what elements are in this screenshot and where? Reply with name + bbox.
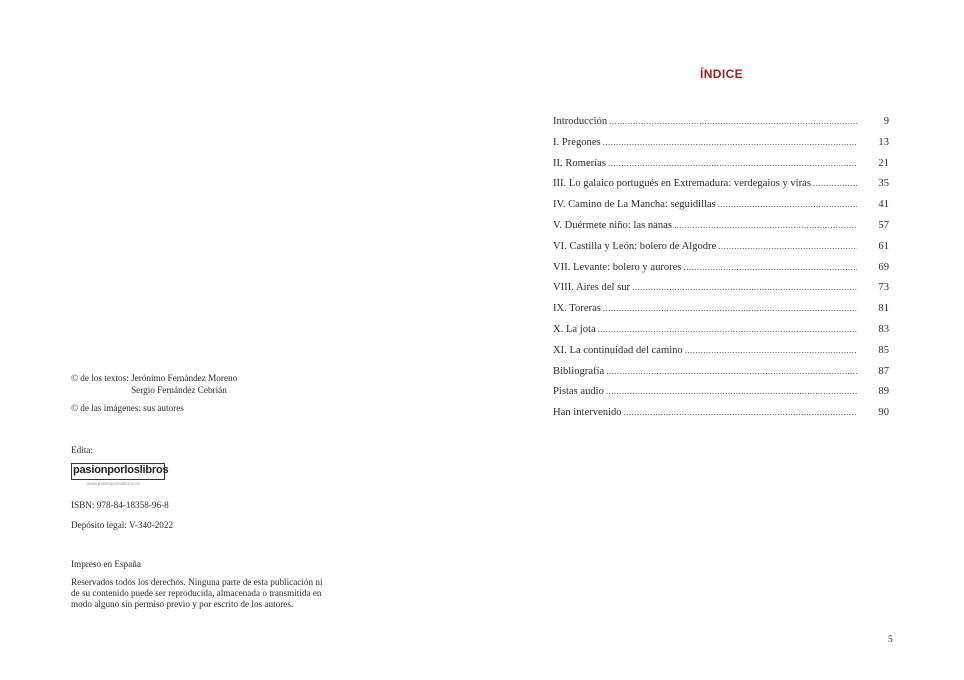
toc-entry-label: VIII. Aires del sur <box>553 282 631 294</box>
toc-leader-dots <box>606 366 857 376</box>
toc-entry <box>553 178 889 199</box>
rights-line: de su contenido puede ser reproducida, almacenada o transmitida en <box>71 588 322 598</box>
toc-entry-page: 13 <box>878 136 889 148</box>
toc-entry-label: XI. La continuidad del camino <box>553 344 683 356</box>
copyright-block <box>71 373 237 415</box>
toc-leader-dots <box>685 345 857 355</box>
toc-leader-dots <box>632 282 857 292</box>
toc-entry-page: 21 <box>878 157 889 169</box>
toc-entry <box>553 158 889 179</box>
toc-leader-dots <box>609 116 857 126</box>
toc-leader-dots <box>674 220 857 230</box>
logo-url: www.pasionporloslibros.es <box>87 481 141 486</box>
toc-entry <box>553 345 889 366</box>
toc-entry <box>553 220 889 241</box>
toc-entry-page: 9 <box>883 116 889 127</box>
toc-entry <box>553 303 889 324</box>
toc-entry-page: 73 <box>878 282 889 294</box>
toc-entry <box>553 116 889 137</box>
copyright-texts <box>71 373 237 396</box>
toc-entry-page: 57 <box>878 219 889 231</box>
toc-entry-label: VII. Levante: bolero y aurores <box>553 261 682 273</box>
toc-entry-page: 90 <box>878 407 889 419</box>
toc-entry <box>553 366 889 387</box>
toc-entry <box>553 137 889 158</box>
toc-entry-page: 85 <box>878 344 889 356</box>
toc-entry <box>553 262 889 283</box>
toc-leader-dots <box>684 262 857 272</box>
toc-leader-dots <box>608 158 857 168</box>
toc-entry <box>553 199 889 220</box>
publisher-label: Edita: <box>71 445 93 455</box>
toc-leader-dots <box>813 178 857 188</box>
author-name: Jerónimo Fernández Moreno <box>131 373 238 383</box>
toc-entry-label: V. Duérmete niño: las nanas <box>553 219 672 231</box>
toc-leader-dots <box>603 137 857 147</box>
toc-entry-page: 61 <box>878 240 889 252</box>
toc-entry-label: I. Pregones <box>553 136 601 148</box>
toc-entry-label: IV. Camino de La Mancha: seguidillas <box>553 199 716 211</box>
rights-line: modo alguno sin permiso previo y por escrito de los autores. <box>71 599 294 609</box>
toc-entry-label: VI. Castilla y León: bolero de Algodre <box>553 240 717 252</box>
toc-entry <box>553 386 889 407</box>
rights-line: Reservados todos los derechos. Ninguna parte de esta publicación ni <box>71 577 323 587</box>
copyright-authors <box>131 373 237 396</box>
toc-entry-label: IX. Toreras <box>553 303 601 315</box>
isbn: ISBN: 978-84-18358-96-8 <box>71 500 169 510</box>
toc-entry <box>553 407 889 428</box>
toc-entry-page: 83 <box>878 323 889 335</box>
toc-leader-dots <box>718 199 857 209</box>
index-title: ÍNDICE <box>700 67 744 81</box>
publisher-logo <box>71 463 167 489</box>
toc-leader-dots <box>603 303 857 313</box>
toc-entry-label: X. La jota <box>553 323 596 335</box>
toc-entry-page: 81 <box>878 303 889 315</box>
rights-notice <box>71 577 353 610</box>
toc-entry <box>553 282 889 303</box>
copyright-texts-label: © de los textos: <box>71 373 132 383</box>
page-number: 5 <box>888 635 893 645</box>
table-of-contents <box>553 116 889 428</box>
toc-entry-page: 41 <box>878 199 889 211</box>
toc-entry-page: 87 <box>878 365 889 377</box>
author-name: Sergio Fernández Cebrián <box>131 384 227 395</box>
toc-entry <box>553 241 889 262</box>
toc-entry-page: 69 <box>878 261 889 273</box>
toc-entry-page: 89 <box>878 386 889 398</box>
toc-entry-label: Introducción <box>553 116 608 127</box>
toc-entry-label: Pistas audio <box>553 386 604 398</box>
toc-entry-label: Han intervenido <box>553 407 622 419</box>
toc-entry-label: Bibliografía <box>553 365 605 377</box>
printed-in: Impreso en España <box>71 559 141 569</box>
copyright-images: © de las imágenes: sus autores <box>71 403 184 413</box>
logo-text: pasionporloslibros <box>73 464 169 476</box>
toc-leader-dots <box>606 386 857 396</box>
toc-entry-label: II. Romerías <box>553 157 606 169</box>
toc-entry-page: 35 <box>878 178 889 190</box>
toc-leader-dots <box>718 241 857 251</box>
toc-leader-dots <box>598 324 857 334</box>
toc-leader-dots <box>624 407 857 417</box>
toc-entry <box>553 324 889 345</box>
toc-entry-label: III. Lo galaico portugués en Extremadura: verdegaios y viras <box>553 178 811 190</box>
legal-deposit: Depósito legal: V-340-2022 <box>71 520 174 530</box>
